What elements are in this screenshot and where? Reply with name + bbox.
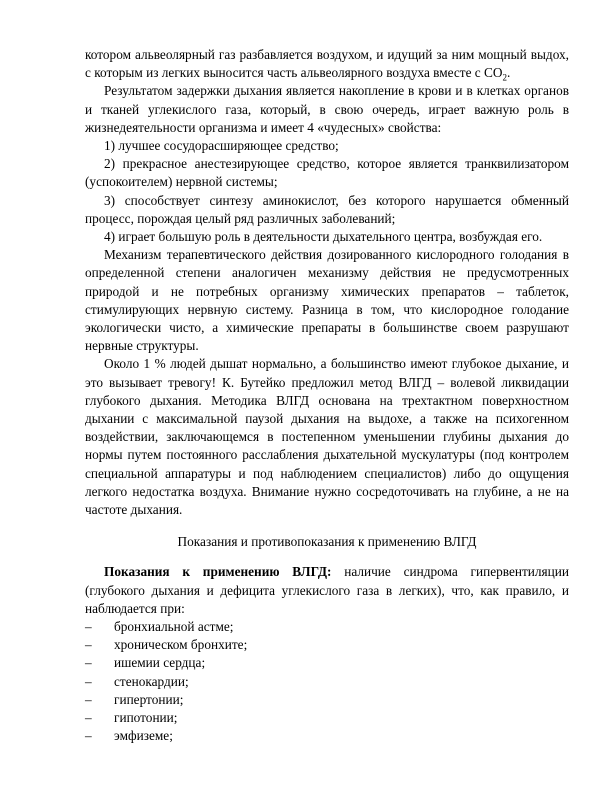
indications-text: наличие синдрома гипервентиляции (глубокого дыхания и дефицита углекислого газа в легких), что, как правило, и наблюдается при: [85,564,570,616]
paragraph-text: котором альвеолярный газ разбавляется воздухом, и идущий за ним мощный выдох, с которым из легких выносится часть альвеолярного воздуха вместе с CO [85,47,569,81]
dash-marker: – [85,655,92,671]
section-heading: Показания и противопоказания к применению ВЛГД [177,534,477,550]
list-item-text: гипертонии; [114,691,184,707]
dash-marker: – [85,691,92,707]
dash-marker: – [85,673,92,689]
paragraph-co2-effects: Результатом задержки дыхания является накопление в крови и в клетках органов и тканей углекислого газа, который, в свою очередь, играет важную роль в жизнедеятельности организма и имеет 4 «чудесных» свойства: [85,83,569,135]
indications-label: Показания к применению ВЛГД: [104,564,332,580]
list-item [85,654,569,672]
paragraph-mechanism: Механизм терапевтического действия дозированного кислородного голодания в определенной степени аналогичен механизму действия не предусмотренных природой и не потребных организму химических препаратов – таблеток, стимулирующих нервную систему. Разница в том, что кислородное голодание экологически чисто, а химические препараты в большинстве своем разрушают нервные структуры. [85,247,569,354]
list-item [85,673,569,691]
dash-marker: – [85,710,92,726]
list-item [85,709,569,727]
indications-list [85,618,569,745]
list-item [85,618,569,636]
list-item-text: стенокардии; [114,673,189,689]
property-item-3: 3) способствует синтезу аминокислот, без которого нарушается обменный процесс, порождая целый ряд различных заболеваний; [85,192,569,226]
list-item-text: гипотонии; [114,710,178,726]
list-item [85,691,569,709]
list-item [85,727,569,745]
dash-marker: – [85,637,92,653]
subscript-2: 2 [502,72,508,83]
paragraph-continuation [85,46,569,82]
list-item-text: хроническом бронхите; [114,637,248,653]
list-item [85,636,569,654]
property-item-2: 2) прекрасное анестезирующее средство, которое является транквилизатором (успокоителем) нервной системы; [85,156,569,190]
list-item-text: эмфиземе; [114,728,173,744]
property-item-4: 4) играет большую роль в деятельности дыхательного центра, возбуждая его. [104,229,543,245]
paragraph-indications [85,563,569,618]
property-item-1: 1) лучшее сосудорасширяющее средство; [104,138,339,154]
period: . [507,65,511,81]
dash-marker: – [85,728,92,744]
list-item-text: бронхиальной астме; [114,619,234,635]
dash-marker: – [85,619,92,635]
paragraph-vlgd-method: Около 1 % людей дышат нормально, а большинство имеют глубокое дыхание, и это вызывает тревогу! К. Бутейко предложил метод ВЛГД – волевой ликвидации глубокого дыхания. Методика ВЛГД основана на трехтактном поверхностном дыхании с максимальной паузой дыхания на выдохе, а также на психогенном воздействии, заключающемся в постепенном уменьшении глубины дыхания до нормы путем постоянного расслабления дыхательной мускулатуры (под контролем специальной аппаратуры и под наблюдением специалистов) либо до ощущения легкого недостатка воздуха. Внимание нужно сосредоточивать на глубине, а не на частоте дыхания. [85,356,569,518]
list-item-text: ишемии сердца; [114,655,206,671]
